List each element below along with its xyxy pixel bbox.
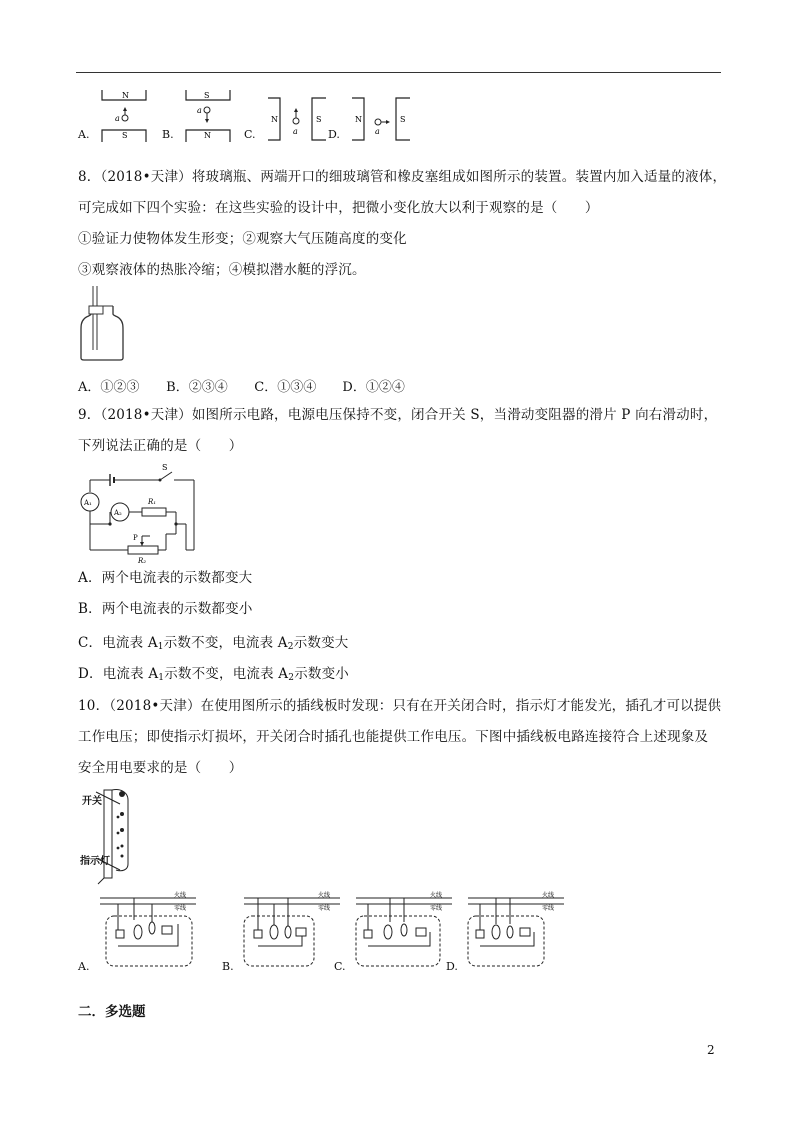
q8-options	[78, 376, 405, 395]
q9c-sub2: 2	[287, 642, 294, 652]
q9c-part3: 示数变大	[293, 635, 349, 651]
q8-item-line2: ③观察液体的热胀冷缩；④模拟潜水艇的浮沉。	[78, 262, 366, 278]
q9d-sub1: 1	[158, 673, 165, 683]
q7-option-c-label: C.	[244, 128, 256, 141]
q7-figure-a	[78, 88, 148, 144]
live-label-d: 火线	[542, 892, 555, 899]
slider-label: P	[133, 534, 138, 542]
q7a-top-pole: N	[122, 91, 129, 100]
q9d-part1: D．电流表 A	[78, 666, 159, 682]
q7b-top-pole: S	[204, 91, 210, 100]
a2-label: A₂	[114, 509, 122, 517]
neutral-label-d: 零线	[542, 905, 555, 912]
q10-option-c-label[interactable]: C.	[334, 960, 346, 973]
q8-option-c[interactable]: C．①③④	[254, 380, 317, 395]
q9c-part1: C．电流表 A	[78, 635, 158, 651]
q7b-compass: a	[197, 106, 202, 115]
header-rule	[76, 72, 721, 73]
q7-option-b-label: B.	[162, 128, 174, 141]
q9d-part2: 示数不变，电流表 A	[164, 666, 289, 682]
q10-stem-line2: 工作电压；即使指示灯损坏，开关闭合时插孔也能提供工作电压。下图中插线板电路连接符合上述现象及	[78, 729, 709, 745]
r2-label: R₂	[138, 557, 147, 565]
q8-option-b[interactable]: B．②③④	[166, 380, 228, 395]
q10-stem-line1: 10．（2018•天津）在使用图所示的插线板时发现：只有在开关闭合时，指示灯才能发光，插孔才可以提供	[78, 698, 722, 714]
q9c-part2: 示数不变，电流表 A	[163, 635, 288, 651]
q9-option-d[interactable]	[78, 665, 349, 687]
q7b-bottom-pole: N	[204, 131, 211, 140]
q9d-sub2: 2	[288, 673, 295, 683]
indicator-callout: 指示灯	[80, 856, 110, 867]
q7c-right-pole: S	[316, 115, 322, 124]
q9d-part3: 示数变小	[294, 666, 349, 682]
switch-label: S	[162, 463, 168, 472]
q9c-sub1: 1	[157, 642, 164, 652]
q7-option-a-label: A.	[78, 128, 90, 141]
live-label-b: 火线	[318, 892, 331, 899]
q7c-compass: a	[293, 127, 298, 136]
q7a-compass: a	[115, 114, 120, 123]
q7-figure-c	[244, 96, 328, 142]
q9-option-c[interactable]	[78, 634, 349, 656]
r1-label: R₁	[148, 498, 157, 506]
q8-item-line1: ①验证力使物体发生形变；②观察大气压随高度的变化	[78, 231, 407, 247]
q10-diagram-c	[334, 890, 464, 973]
q8-option-d[interactable]: D．①②④	[342, 380, 405, 395]
q7-option-d-label: D.	[328, 128, 340, 141]
neutral-label-b: 零线	[318, 905, 331, 912]
q9-circuit-diagram	[78, 460, 202, 564]
q7d-left-pole: N	[355, 115, 362, 124]
q7d-right-pole: S	[400, 115, 406, 124]
q10-option-d-label[interactable]: D.	[446, 960, 458, 973]
power-strip-figure	[80, 784, 150, 884]
neutral-label-c: 零线	[430, 905, 443, 912]
q10-diagram-b	[222, 890, 352, 973]
q7d-compass: a	[375, 127, 380, 136]
q9-option-a[interactable]: A．两个电流表的示数都变大	[78, 570, 253, 586]
bottle-apparatus-figure	[78, 286, 128, 362]
q9-stem-line2: 下列说法正确的是（ ）	[78, 438, 243, 454]
q9-stem-line1: 9．（2018•天津）如图所示电路，电源电压保持不变，闭合开关 S，当滑动变阻器的滑片 P 向右滑动时，	[78, 407, 718, 423]
q8-stem-line2: 可完成如下四个实验：在这些实验的设计中，把微小变化放大以利于观察的是（ ）	[78, 200, 599, 216]
live-label-a: 火线	[174, 892, 187, 899]
q8-option-a[interactable]: A．①②③	[78, 380, 140, 395]
q7a-bottom-pole: S	[122, 131, 128, 140]
q10-diagram-a	[78, 890, 208, 973]
page-number: 2	[707, 1043, 715, 1057]
q9-option-b[interactable]: B．两个电流表的示数都变小	[78, 601, 253, 617]
a1-label: A₁	[84, 499, 92, 507]
q10-diagram-d	[446, 890, 576, 973]
switch-callout: 开关	[82, 796, 102, 807]
q10-option-b-label[interactable]: B.	[222, 960, 234, 973]
neutral-label-a: 零线	[174, 905, 187, 912]
live-label-c: 火线	[430, 892, 443, 899]
q7c-left-pole: N	[271, 115, 278, 124]
q8-stem-line1: 8．（2018•天津）将玻璃瓶、两端开口的细玻璃管和橡皮塞组成如图所示的装置。装置内加入适量的液体，	[78, 169, 727, 185]
q10-option-a-label[interactable]: A.	[78, 960, 90, 973]
q7-figure-b	[162, 88, 232, 144]
q7-figure-d	[328, 96, 412, 142]
section-title: 二．多选题	[78, 1004, 146, 1020]
q10-stem-line3: 安全用电要求的是（ ）	[78, 760, 243, 776]
